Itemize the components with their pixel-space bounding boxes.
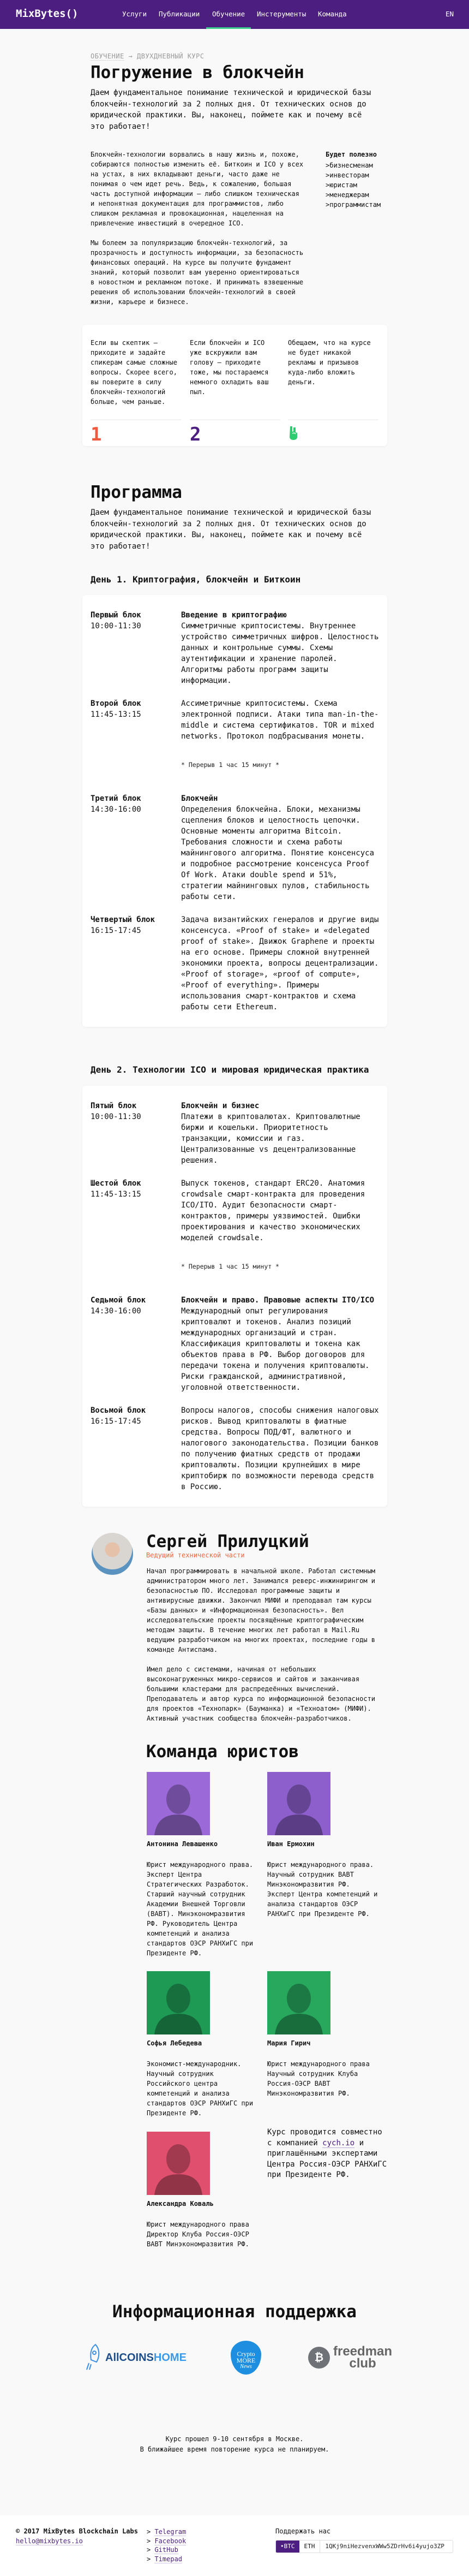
block-label: Первый блок xyxy=(91,611,141,620)
footer xyxy=(0,2515,469,2576)
block-time xyxy=(91,1295,181,1393)
bitcoin-icon: ₿ xyxy=(308,2347,330,2369)
promise-item xyxy=(91,338,181,445)
lawyer-description: Юрист международного права. Научный сотрудник ВАВТ Минэкономразвития РФ. Эксперт Центра компетенций и анализа стандартов ОЭСР РАНХиГС при Президенте РФ. xyxy=(267,1861,378,1918)
block-label: Восьмой блок xyxy=(91,1406,146,1415)
lawyer-photo xyxy=(147,1772,210,1835)
block-time xyxy=(91,793,181,902)
lawyer-description: Юрист международного права Научный сотрудник Клуба Россия-ОЭСР ВАВТ Минэкономразвития РФ. xyxy=(267,2060,370,2097)
audience-item: >бизнесменам xyxy=(326,162,373,169)
top-nav xyxy=(0,0,469,29)
lawyer-photo xyxy=(267,1772,330,1835)
freedman-club-logo[interactable] xyxy=(308,2340,392,2375)
speaker-avatar xyxy=(92,1533,133,1575)
block-time-range: 10:00-11:30 xyxy=(91,622,141,630)
facebook-link[interactable]: Facebook xyxy=(154,2537,187,2545)
block-time-range: 11:45-13:15 xyxy=(91,1190,141,1199)
breadcrumb-parent[interactable]: ОБУЧЕНИЕ xyxy=(91,52,124,60)
block-content xyxy=(181,914,383,1013)
block-time-range: 14:30-16:00 xyxy=(91,1307,141,1316)
program-title: Программа xyxy=(91,483,182,502)
donate-widget xyxy=(275,2540,453,2553)
divider xyxy=(91,419,181,420)
lawyer-description: Юрист международного права. Эксперт Центра Стратегических Разработок. Старший научный сотрудник Академии Внешней Торговли (ВАВТ). Минэкономразвития РФ. Руководитель Центра компетенций и анализа стандартов ОЭСР РАНХиГС при Президенте РФ. xyxy=(147,1861,254,1957)
about-text xyxy=(91,150,306,307)
block-time xyxy=(91,610,181,686)
block-time xyxy=(91,1405,181,1492)
breadcrumb xyxy=(91,52,205,60)
lawyer-name: Софья Лебедева xyxy=(147,2039,202,2047)
lawyers-title: Команда юристов xyxy=(146,1742,299,1762)
block-content xyxy=(181,698,383,742)
lawyer-card xyxy=(267,1772,382,1919)
block-description: Платежи в криптовалютах. Криптовалютные биржи и кошельки. Приоритетность транзакции, комиссии и газ. Централизованные vs децентрализованные решения. xyxy=(181,1113,360,1165)
divider xyxy=(288,419,378,420)
allcoinshome-logo[interactable] xyxy=(85,2340,187,2375)
block-time-range: 11:45-13:15 xyxy=(91,710,141,719)
block-description: Задача византийских генералов и другие виды консенсуса. «Proof of stake» и «delegated proof of stake». Движок Graphene и проекты на его основе. Примеры сложной внутренней экономики проекта, вопросы децентрализации. «Proof of storage», «proof of compute», «Proof of everything». Примеры использования смарт-контрактов и схема работы сети Ethereum. xyxy=(181,915,379,1012)
logo-text: freedman xyxy=(333,2344,393,2359)
hero-lead: Даем фундаментальное понимание технической и юридической базы блокчейн-технологий за 2 полных дня. От технических основ до юридической практики. Вы, наконец, поймете как и почему всё это работает! xyxy=(91,88,371,131)
day-heading: День 1. Криптография, блокчейн и Биткоин xyxy=(91,574,301,585)
lawyer-card xyxy=(147,1772,261,1958)
course-partner-note xyxy=(267,2127,387,2181)
promises-card xyxy=(82,325,387,446)
day-schedule-card xyxy=(82,1086,387,1507)
block-description: Определения блокчейна. Блоки, механизмы сцепления блоков и целостность цепочки. Основные моменты алгоритма Bitcoin. Требования сложности и схема работы майнингового алгоритма. Понятие консенсуса и подробное рассмотрение консенсуса Proof Of Work. Атаки double spend и 51%, стратегии майнинговых пулов, стабильность работы сети. xyxy=(181,805,375,901)
note-text: и приглашёнными экспертами Центра Россия-ОЭСР РАНХиГС при Президенте РФ. xyxy=(267,2138,387,2179)
lawyer-card xyxy=(267,1971,382,2098)
speaker-bio xyxy=(147,1566,378,1723)
btc-tab[interactable]: •BTC xyxy=(276,2541,299,2553)
audience-item: >юристам xyxy=(326,181,357,189)
lawyer-card xyxy=(147,2132,261,2249)
lawyer-photo xyxy=(267,1971,330,2034)
schedule-row xyxy=(91,610,387,686)
promise-number: 2 xyxy=(190,424,201,445)
wallet-address[interactable]: 1QKj9niHezvenxWWw5ZDrHv6i4yujo3ZP xyxy=(325,2543,444,2550)
block-time-range: 14:30-16:00 xyxy=(91,805,141,814)
lawyer-card xyxy=(147,1971,261,2118)
block-content xyxy=(181,1295,383,1393)
cryptomore-logo[interactable] xyxy=(231,2340,261,2375)
audience-item: >менеджерам xyxy=(326,191,369,199)
logo-text: Crypto xyxy=(237,2350,255,2358)
block-title: Блокчейн и бизнес xyxy=(181,1102,260,1110)
lawyer-name: Мария Гирич xyxy=(267,2039,311,2047)
schedule-row xyxy=(91,1295,387,1393)
logo-text: AllCOINS xyxy=(105,2351,154,2364)
block-content xyxy=(181,1100,383,1166)
schedule-row xyxy=(91,1405,387,1492)
promise-text: Если вы скептик – приходите и задайте спикерам самые сложные вопросы. Скорее всего, вы поверите в силу блокчейн-технологий больше, чем раньше. xyxy=(91,339,177,406)
active-tab-indicator xyxy=(206,27,251,29)
promise-text: Обещаем, что на курсе не будет никакой рекламы и призывов куда-либо вложить деньги. xyxy=(288,339,371,386)
block-description: Международный опыт регулирования криптовалют и токенов. Анализ позиций международных организаций и стран. Классификация криптовалюты и токена как объектов права в РФ. Выбор договоров для передачи токена и получения криптовалюты. Риски гражданской, административной, уголовной ответственности. xyxy=(181,1307,370,1392)
logo-text: News xyxy=(240,2364,252,2370)
day-schedule-card xyxy=(82,595,387,1027)
divider xyxy=(190,419,280,420)
breadcrumb-separator: → xyxy=(128,52,133,60)
block-label: Четвертый блок xyxy=(91,915,155,924)
block-content xyxy=(181,610,383,686)
lawyer-description: Экономист-международник. Научный сотрудник Российского центра компетенций и анализа стандартов ОЭСР РАНХиГС при Президенте РФ. xyxy=(147,2060,254,2117)
block-content xyxy=(181,1405,383,1492)
schedule-row xyxy=(91,914,387,1013)
page-title: Погружение в блокчейн xyxy=(91,63,304,82)
block-time xyxy=(91,698,181,742)
bio-paragraph: Начал программировать в начальной школе. Работал системным администратором много лет. Занимался реверс-инжинирингом и безопасностью ПО. Исследовал программные защиты и антивирусные движки. Закончил МИФИ и преподавал там курсы «Базы данных» и «Информационная безопасность». Вел исследовательские проекты посвящённые криптографическим методам защиты. В течение многих лет работал в Mail.Ru ведущим разработчиком на многих проектах, последние годы в команде Антиспама. xyxy=(147,1567,376,1653)
block-description: Выпуск токенов, стандарт ERC20. Анатомия crowdsale смарт-контракта для проведения ICO/ITO. Аудит безопасности смарт-контрактов, примеры уязвимостей. Ошибки проектирования и качество экономических моделей crowdsale. xyxy=(181,1179,365,1242)
timepad-link[interactable]: Timepad xyxy=(154,2555,183,2563)
audience-item: >программистам xyxy=(326,201,381,209)
block-time xyxy=(91,914,181,1013)
block-label: Седьмой блок xyxy=(91,1296,146,1305)
block-description: Вопросы налогов, способы снижения налоговых рисков. Вывод криптовалюты в фиатные средства. Вопросы ПОД/ФТ, валютного и налогового законодательства. Позиции банков по получению фиатных средств от продажи криптовалюты. Позиции крупнейших в мире криптобирж по возможности перевода средств в Россию. xyxy=(181,1406,379,1491)
logo[interactable]: MixBytes() xyxy=(16,8,79,20)
donate-label: Поддержать нас xyxy=(275,2527,331,2535)
telegram-link[interactable]: Telegram xyxy=(154,2528,187,2536)
speaker-name: Сергей Прилуцкий xyxy=(146,1532,309,1551)
nav-item-publications[interactable]: Публикации xyxy=(159,10,200,18)
block-time-range: 10:00-11:30 xyxy=(91,1113,141,1121)
rocket-icon xyxy=(85,2343,102,2372)
schedule-row xyxy=(91,698,387,742)
support-title: Информационная поддержка xyxy=(112,2302,357,2322)
status-line: Курс прошел 9-10 сентября в Москве. xyxy=(165,2435,304,2443)
schedule-row xyxy=(91,1178,387,1244)
bio-paragraph: Имел дело с системами, начиная от небольших высоконагруженных микро-сервисов и сайтов и заканчивая большими кластерами для распредеённых вычислений. Преподаватель и автор курса по информационной безопасности для проектов «Технопарк» (Бауманка) и «Техноатом» (МИФИ). Активный участник сообщества блокчейн-разработчиков. xyxy=(147,1665,376,1722)
audience-list xyxy=(326,150,381,210)
lawyer-photo xyxy=(147,1971,210,2034)
block-title: Блокчейн и право. Правовые аспекты ITO/ICO xyxy=(181,1296,375,1305)
cych-link[interactable]: cych.io xyxy=(322,2138,355,2147)
break-note: * Перерыв 1 час 15 минут * xyxy=(181,761,280,769)
social-links: > Telegram > Facebook > GitHub > Timepad xyxy=(147,2528,187,2563)
block-time xyxy=(91,1178,181,1244)
lawyer-name: Александра Коваль xyxy=(147,2200,214,2208)
lawyer-description: Юрист международного права Директор Клуба Россия-ОЭСР ВАВТ Минэкономразвития РФ. xyxy=(147,2221,249,2248)
block-description: Ассиметричные криптосистемы. Схема электронной подписи. Атаки типа man-in-the-middle и система сертификатов. TOR и mixed networks. Протокол подбрасывания монеты. xyxy=(181,699,379,741)
day-heading: День 2. Технологии ICO и мировая юридическая практика xyxy=(91,1064,369,1075)
block-content xyxy=(181,1178,383,1244)
breadcrumb-current: ДВУХДНЕВНЫЙ КУРС xyxy=(137,52,205,60)
audience-item: >инвесторам xyxy=(326,171,369,179)
nav-item-team[interactable]: Команда xyxy=(318,10,347,18)
logo-text: HOME xyxy=(153,2351,187,2364)
about-paragraph: Мы болеем за популяризацию блокчейн-технологий, за прозрачность и доступность информации, за безопасность финансовых операций. На курсе вы получите фундамент знаний, который позволит вам уверенно ориентироваться в новостном и рекламном потоке. И принимать взвешенные решения об использовании блокчейн-технологий в своей жизни, карьере и бизнесе. xyxy=(91,239,304,306)
hand-peace-icon xyxy=(288,425,378,444)
promise-number: 1 xyxy=(91,424,102,445)
drop-icon xyxy=(231,2341,261,2375)
promise-item xyxy=(190,338,280,445)
nav-item-services[interactable]: Услуги xyxy=(122,10,147,18)
logo-text: MORE xyxy=(236,2357,256,2364)
program-lead: Даем фундаментальное понимание технической и юридической базы блокчейн-технологий за 2 полных дня. От технических основ до юридической практики. Вы, наконец, поймете как и почему всё это работает! xyxy=(91,508,371,551)
schedule-row xyxy=(91,793,387,902)
speaker-role: Ведущий технической части xyxy=(146,1551,245,1559)
language-switch[interactable]: EN xyxy=(446,10,454,18)
block-time-range: 16:15-17:45 xyxy=(91,1417,141,1426)
status-line: В ближайшее время повторение курса не планируем. xyxy=(140,2446,329,2453)
lawyer-photo xyxy=(147,2132,210,2195)
course-status xyxy=(0,2434,469,2455)
block-label: Шестой блок xyxy=(91,1179,141,1188)
block-content xyxy=(181,793,383,902)
schedule-row xyxy=(91,1100,387,1166)
block-time-range: 16:15-17:45 xyxy=(91,926,141,935)
block-label: Второй блок xyxy=(91,699,141,708)
block-label: Третий блок xyxy=(91,794,141,803)
github-link[interactable]: GitHub xyxy=(154,2546,178,2554)
logo-text: club xyxy=(349,2356,376,2371)
eth-tab[interactable]: ETH xyxy=(299,2541,321,2553)
break-note: * Перерыв 1 час 15 минут * xyxy=(181,1263,280,1270)
block-time xyxy=(91,1100,181,1166)
block-title: Блокчейн xyxy=(181,794,218,803)
lawyer-name: Антонина Левашенко xyxy=(147,1840,218,1848)
copyright: © 2017 MixBytes Blockchain Labs xyxy=(16,2527,138,2535)
email-link[interactable]: hello@mixbytes.io xyxy=(16,2537,83,2545)
block-label: Пятый блок xyxy=(91,1102,137,1110)
block-description: Симметричные криптосистемы. Внутреннее устройство симметричных шифров. Целостность данных и контрольные суммы. Схемы аутентификации и хранение паролей. Алгоритмы работы программ защиты информации. xyxy=(181,622,379,685)
nav-item-education[interactable]: Обучение xyxy=(212,10,245,18)
block-title: Введение в криптографию xyxy=(181,611,287,620)
note-text: Курс проводится совместно с компанией xyxy=(267,2128,382,2147)
audience-title: Будет полезно xyxy=(326,151,377,158)
lawyer-name: Иван Ермохин xyxy=(267,1840,315,1848)
nav-item-tools[interactable]: Инстерументы xyxy=(257,10,306,18)
about-paragraph: Блокчейн-технологии ворвались в нашу жизнь и, похоже, собираются полностью изменить её. Биткоин и ICO у всех на устах, в них вкладывают деньги, часто даже не понимая о чем идет речь. Ведь, к сожалению, большая часть доступной информации – либо слишком техническая и непонятная документация для программистов, либо слишком рекламная и провокационная, нацеленная на привлечение инвестиций в очередное ICO. xyxy=(91,151,304,227)
promise-text: Если блокчейн и ICO уже вскружили вам голову – приходите тоже, мы постараемся немного охладить ваш пыл. xyxy=(190,339,269,396)
promise-item xyxy=(288,338,378,442)
